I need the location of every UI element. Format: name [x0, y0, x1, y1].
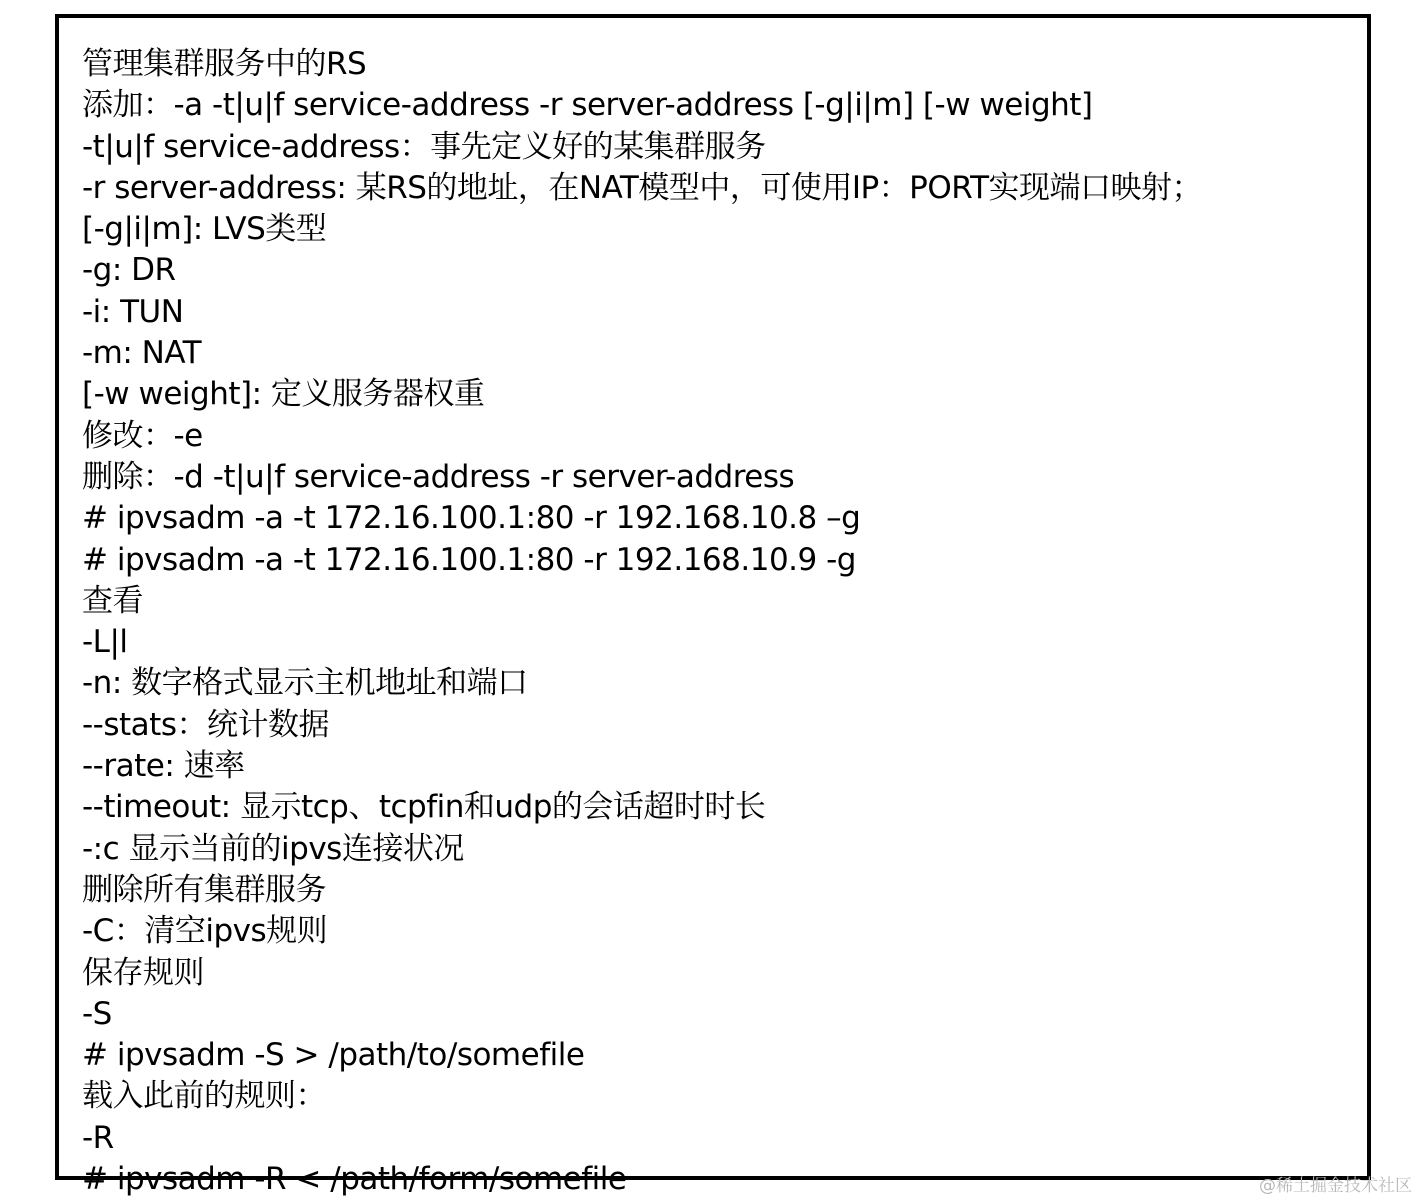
- text-line: [-w weight]: 定义服务器权重: [82, 376, 485, 413]
- document-text: [82, 44, 1202, 1200]
- text-line: 修改：-e: [82, 417, 203, 454]
- text-line: 查看: [82, 582, 143, 619]
- text-line: 添加：-a -t|u|f service-address -r server-address [-g|i|m] [-w weight]: [82, 87, 1093, 124]
- text-line: -t|u|f service-address：事先定义好的某集群服务: [82, 128, 766, 165]
- text-line: -:c 显示当前的ipvs连接状况: [82, 830, 464, 867]
- text-line: [-g|i|m]: LVS类型: [82, 211, 327, 248]
- text-line: --timeout: 显示tcp、tcpfin和udp的会话超时时长: [82, 789, 766, 826]
- text-line: -i: TUN: [82, 293, 184, 330]
- watermark: @稀土掘金技术社区: [1259, 1176, 1412, 1196]
- text-line: -m: NAT: [82, 335, 202, 372]
- text-line: -n: 数字格式显示主机地址和端口: [82, 665, 528, 702]
- text-line: -R: [82, 1119, 114, 1156]
- text-line: --rate: 速率: [82, 748, 245, 785]
- text-line: -g: DR: [82, 252, 176, 289]
- text-line: -L|l: [82, 624, 128, 661]
- text-line: # ipvsadm -a -t 172.16.100.1:80 -r 192.168.10.8 –g: [82, 500, 861, 537]
- text-line: 管理集群服务中的RS: [82, 46, 367, 82]
- text-line: -r server-address: 某RS的地址，在NAT模型中，可使用IP：PORT实现端口映射；: [82, 169, 1202, 206]
- text-line: # ipvsadm -R < /path/form/somefile: [82, 1161, 627, 1198]
- text-line: 删除所有集群服务: [82, 871, 326, 908]
- text-line: --stats：统计数据: [82, 706, 329, 743]
- text-line: # ipvsadm -S > /path/to/somefile: [82, 1037, 585, 1074]
- text-line: # ipvsadm -a -t 172.16.100.1:80 -r 192.168.10.9 -g: [82, 541, 856, 578]
- text-line: 删除：-d -t|u|f service-address -r server-address: [82, 458, 795, 495]
- text-line: -S: [82, 995, 112, 1032]
- text-line: 载入此前的规则：: [82, 1078, 326, 1115]
- text-line: 保存规则: [82, 954, 204, 991]
- text-line: -C：清空ipvs规则: [82, 913, 328, 950]
